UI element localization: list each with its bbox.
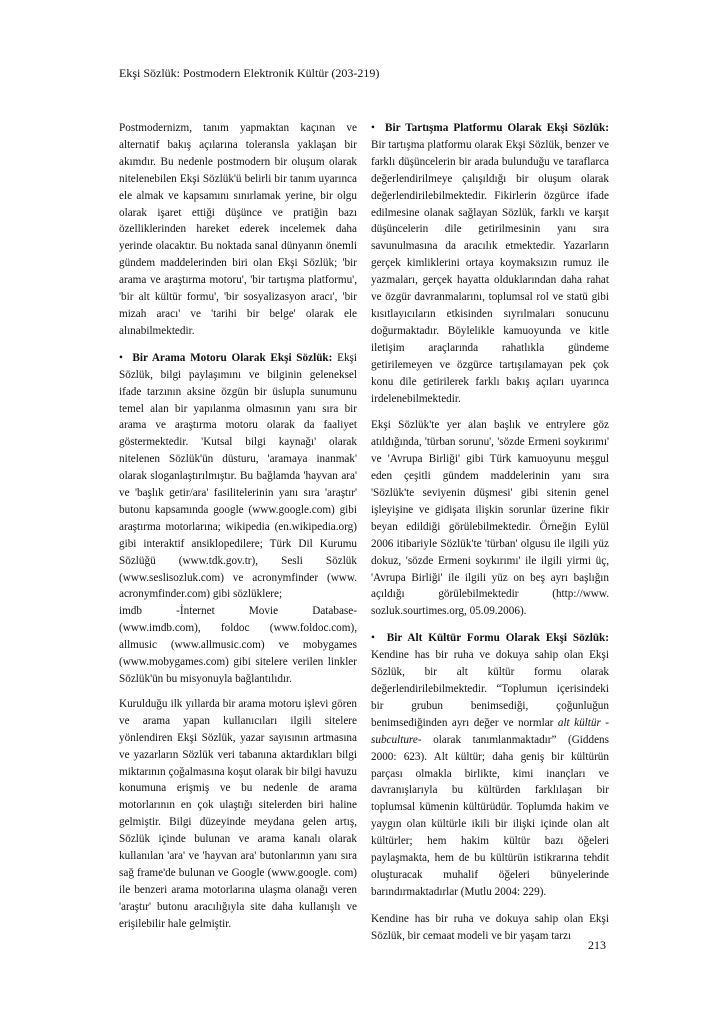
running-header: Ekşi Sözlük: Postmodern Elektronik Kültür (203-219) xyxy=(119,66,380,80)
imdb-movie: Movie xyxy=(248,605,279,618)
topics-paragraph: Ekşi Sözlük'te yer alan başlık ve entrylere göz atıldığında, 'türban sorunu', 'sözde Ermeni soykırımı' ve 'Avrupa Birliği' gibi Türk kamuoyunu meşgul eden çeşitli gündem maddelerinin yanı sıra 'Sözlük'te seviyenin düşmesi' gibi sitenin genel işleyişine ve gidişata ilişkin sorunlar üzerine fikir beyan edildiği görülebilmektedir. Örneğin Eylül 2006 itibariyle Sözlük'te 'türban' olgusu ile ilgili yüz dokuz, 'sözde Ermeni soykırımı' ile ilgili yirmi üç, 'Avrupa Birliği' ile ilgili yüz on beş ayrı başlığın açıldığı görülebilmektedir (http://www. sozluk.sourtimes.org, 05.09.2006). xyxy=(371,419,609,618)
subculture-term: alt kültür - subculture- xyxy=(371,716,609,746)
subculture-section xyxy=(371,630,609,901)
community-paragraph: Kendine has bir ruha ve dokuya sahip olan Ekşi Sözlük, bir cemaat modeli ve bir yaşam tarzı xyxy=(371,912,609,942)
subculture-text: Kendine has bir ruha ve dokuya sahip olan Ekşi Sözlük, bir alt kültür formu olarak değerlendirilebilmektedir. “Toplumun içerisindeki bir grubun benimsediği, çoğunluğun benimsediğinden ayrı değer ve normlar xyxy=(371,649,609,729)
section-heading-subculture: • Bir Alt Kültür Formu Olarak Ekşi Sözlük: xyxy=(371,632,609,644)
intro-paragraph: Postmodernizm, tanım yapmaktan kaçınan ve alternatif bakış açılarına toleransla yaklaşan bir akımdır. Bu nedenle postmodern bir oluşum olarak nitelenebilen Ekşi Sözlük'ü belirli bir tanım uyarınca ele almak ve kapsamını sınırlamak yerine, bir olgu olarak işaret ettiği düşünce ve pratiğin bazı özelliklerinden hareket ederek incelemek daha yerinde olacaktır. Bu noktada sanal dünyanın önemli gündem maddelerinden biri olan Ekşi Sözlük; 'bir arama ve araştırma motoru', 'bir tartışma platformu', 'bir alt kültür formu', 'bir sosyalizasyon aracı', 'bir mizah aracı' ve 'tarihi bir belge' olarak ele alınabilmektedir. xyxy=(119,122,357,337)
subculture-text-continued: olarak tanımlanmaktadır” (Giddens 2000: 623). Alt kültür; daha geniş bir kültürün parçası olmakla birlikte, kimi inançları ve davranışlarıyla bu kültürden farklılaşan bir toplumsal kümenin kültürüdür. Toplumda hakim ve yaygın olan kültürle ikili bir ilişki içinde olan alt kültürler; hem hakim kültür bazı öğeleri paylaşmakta, hem de bu kültürün istikrarına tehdit oluşturacak muhalif öğeleri bünyelerinde barındırmaktadırlar (Mutlu 2004: 229). xyxy=(371,733,610,898)
search-engine-history-paragraph: Kurulduğu ilk yıllarda bir arama motoru işlevi gören ve arama yapan kullanıcıları ilgili sitelere yönlendiren Ekşi Sözlük, yazar sayısının artmasına ve yazarların Sözlük veri tabanına aktardıkları bilgi miktarının çoğalmasına koşut olarak bir bilgi havuzu konumuna erişmiş ve bu nedenle de arama motorlarının en çok ulaştığı sitelerden biri haline gelmiştir. Bilgi düzeyinde meydana gelen artış, Sözlük içinde bulunan ve arama kanalı olarak kullanılan 'ara' ve 'hayvan ara' butonlarının yanı sıra sağ frame'de bulunan ve Google (www.google. com) ile benzeri arama motorlarına ulaşma olanağı veren 'araştır' butonu aracılığıyla site daha kullanışlı ve erişilebilir hale gelmiştir. xyxy=(119,697,357,930)
search-engine-text: Ekşi Sözlük, bilgi paylaşımını ve bilginin geleneksel ifade tarzının aksine özgün bir üslupla sunumunu temel alan bir yapılanma olmasının yanı sıra bir arama ve araştırma motoru olarak da faaliyet göstermektedir. 'Kutsal bilgi kaynağı' olarak nitelenen Sözlük'ün düsturu, 'aramaya inanmak' olarak sloganlaştırılmıştır. Bu bağlamda 'hayvan ara' ve 'başlık getir/ara' fasilitelerinin yanı sıra 'araştır' butonu kapsamında google (www.google.com) gibi araştırma motorlarına; wikipedia (en.wikipedia.org) gibi interaktif ansiklopedilere; Türk Dil Kurumu Sözlüğü (www.tdk.gov.tr), Sesli Sözlük (www.seslisozluk.com) ve acronymfinder (www. acronymfinder.com) gibi sözlüklere; xyxy=(119,351,357,601)
left-column xyxy=(119,120,357,943)
discussion-platform-section xyxy=(371,120,609,407)
section-heading-discussion-platform: • Bir Tartışma Platformu Olarak Ekşi Sözlük: xyxy=(371,122,609,134)
right-column xyxy=(371,120,609,955)
imdb-internet: -İnternet xyxy=(176,605,215,618)
discussion-platform-text: Bir tartışma platformu olarak Ekşi Sözlük, benzer ve farklı düşüncelerin bir arada bulunduğu ve taraflarca değerlendirilmeye çalışıldığı bir oluşum olarak değerlendirilebilmektedir. Fikirlerin özgürce ifade edilmesine olanak sağlayan Sözlük, farklı ve karşıt düşüncelerin dile getirilmesinin yanı sıra savunulmasına da aracılık etmektedir. Yazarların gerçek kimliklerini ortaya koymaksızın rumuz ile yazmaları, gerçek hayatta olduklarından daha rahat ve özgür davranmalarını, toplumsal rol ve statü gibi kısıtlayıcıların etkisinden sıyrılmaları sonucunu doğurmaktadır. Böylelikle kamuoyunda ve kitle iletişim araçlarında rahatlıkla gündeme getirilemeyen ve özgürce tartışılamayan pek çok konu dile getirilerek farklı bakış açıları uyarınca irdelenebilmektedir. xyxy=(371,138,609,405)
imdb-line xyxy=(119,603,357,620)
imdb-database: Database- xyxy=(312,605,357,618)
page-number: 213 xyxy=(588,938,606,952)
section-heading-search-engine: • Bir Arama Motoru Olarak Ekşi Sözlük: xyxy=(119,352,332,364)
search-engine-text-continued: (www.imdb.com), foldoc (www.foldoc.com), allmusic (www.allmusic.com) ve mobygames (www.mobygames.com) gibi sitelere verilen linkler Sözlük'ün bu misyonuyla bağlantılıdır. xyxy=(119,622,357,685)
imdb-word: imdb xyxy=(119,605,142,618)
search-engine-section xyxy=(119,350,357,688)
